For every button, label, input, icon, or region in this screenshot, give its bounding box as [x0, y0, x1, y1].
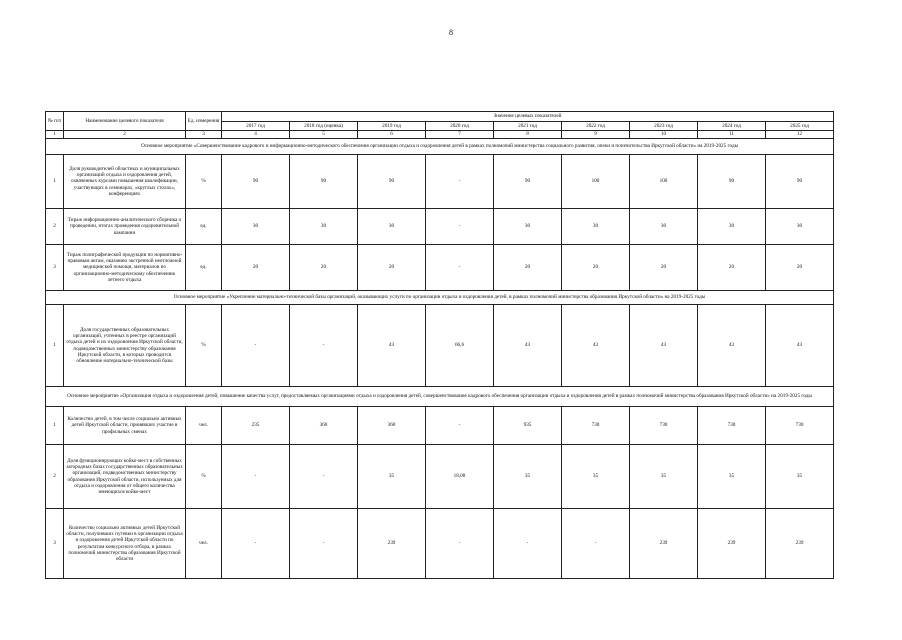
indicator-name: Доля руководителей областных и муниципальных организаций отдыха и оздоровления детей, охваченных курсами повышения квалификации, участвующих в семинарах, «круглых столах», конференциях	[64, 155, 186, 209]
value-cell: 30	[698, 209, 766, 245]
column-number: 7	[426, 131, 494, 139]
row-number: 2	[46, 445, 64, 509]
column-number: 2	[64, 131, 186, 139]
value-cell: 20	[222, 245, 290, 291]
value-cell: 30	[494, 209, 562, 245]
section-title: Основное мероприятие «Организация отдыха и оздоровления детей, повышение качества услуг, предоставляемых организациями отдыха и оздоровления детей, совершенствование кадрового обеспечения организации отдыха и оздоровления детей в рамках полномочий министерства образования Иркутской области» на 2019-2025 годы	[46, 387, 834, 407]
value-cell: 35	[358, 445, 426, 509]
section-row	[46, 387, 834, 407]
indicator-name: Тираж полиграфической продукции по нормативно-правовым актам, оказанию экстренной неотложной медицинской помощи, материалов по организационно-методическому обеспечению летнего отдыха	[64, 245, 186, 291]
value-cell: 43	[766, 305, 834, 387]
value-cell: 20	[698, 245, 766, 291]
value-cell: 43	[494, 305, 562, 387]
value-cell: 239	[358, 509, 426, 579]
unit-cell: ед.	[186, 245, 222, 291]
value-cell: 43	[698, 305, 766, 387]
row-number: 1	[46, 155, 64, 209]
table-row	[46, 445, 834, 509]
value-cell: -	[290, 509, 358, 579]
table-row	[46, 209, 834, 245]
value-cell: 20	[358, 245, 426, 291]
value-cell: 730	[562, 407, 630, 445]
column-number: 10	[630, 131, 698, 139]
header-year: 2021 год	[494, 122, 562, 131]
header-year: 2017 год	[222, 122, 290, 131]
column-number: 12	[766, 131, 834, 139]
value-cell: 100	[630, 155, 698, 209]
header-year: 2025 год	[766, 122, 834, 131]
indicator-name: Количество социально активных детей Иркутской области, получивших путевки в организации отдыха и оздоровления детей Иркутской области по результатам конкурсного отбора, в рамках полномочий министерства образования Иркутской области	[64, 509, 186, 579]
value-cell: 30	[290, 209, 358, 245]
value-cell: 35	[562, 445, 630, 509]
column-number: 1	[46, 131, 64, 139]
unit-cell: чел.	[186, 407, 222, 445]
header-year: 2019 год	[358, 122, 426, 131]
table-row	[46, 245, 834, 291]
row-number: 1	[46, 305, 64, 387]
value-cell: 18,08	[426, 445, 494, 509]
column-number: 11	[698, 131, 766, 139]
row-number: 1	[46, 407, 64, 445]
column-numbers-row	[46, 131, 834, 139]
value-cell: -	[290, 445, 358, 509]
header-year: 2024 год	[698, 122, 766, 131]
value-cell: 35	[698, 445, 766, 509]
header-values-title: Значение целевых показателей	[222, 112, 834, 122]
value-cell: -	[222, 509, 290, 579]
value-cell: 935	[494, 407, 562, 445]
value-cell: -	[290, 305, 358, 387]
value-cell: 30	[766, 209, 834, 245]
value-cell: 35	[630, 445, 698, 509]
header-row	[46, 112, 834, 122]
value-cell: 20	[562, 245, 630, 291]
value-cell: 239	[698, 509, 766, 579]
header-year: 2023 год	[630, 122, 698, 131]
unit-cell: ед.	[186, 209, 222, 245]
value-cell: -	[426, 209, 494, 245]
value-cell: -	[426, 407, 494, 445]
indicator-name: Доля государственных образовательных организаций, учтенных в реестре организаций отдыха детей и их оздоровления Иркутской области, подведомственных министерству образования Иркутской области, в которых проводится обновление материально-технической базы	[64, 305, 186, 387]
value-cell: 43	[630, 305, 698, 387]
value-cell: 30	[630, 209, 698, 245]
value-cell: 35	[766, 445, 834, 509]
header-year: 2020 год	[426, 122, 494, 131]
value-cell: -	[426, 245, 494, 291]
table-row	[46, 305, 834, 387]
value-cell: 239	[630, 509, 698, 579]
unit-cell: чел.	[186, 509, 222, 579]
value-cell: -	[426, 509, 494, 579]
value-cell: 20	[494, 245, 562, 291]
value-cell: 90	[222, 155, 290, 209]
section-row	[46, 139, 834, 155]
value-cell: 43	[358, 305, 426, 387]
target-indicators-table	[45, 111, 834, 579]
value-cell: 730	[698, 407, 766, 445]
value-cell: 66,6	[426, 305, 494, 387]
column-number: 6	[358, 131, 426, 139]
value-cell: 20	[766, 245, 834, 291]
value-cell: -	[562, 509, 630, 579]
indicator-name: Доля функционирующих койко-мест в собственных загородных базах государственных образовательных организаций, подведомственных министерству образования Иркутской области, используемых для отдыха и оздоровления от общего количества имеющихся койко-мест	[64, 445, 186, 509]
section-row	[46, 291, 834, 305]
section-title: Основное мероприятие «Укрепление материально-технической базы организаций, оказывающих услуги по организации отдыха и оздоровления детей, в рамках полномочий министерства образования Иркутской области» на 2019-2025 годы	[46, 291, 834, 305]
column-number: 8	[494, 131, 562, 139]
section-title: Основное мероприятие «Совершенствование кадрового и информационно-методического обеспечения организации отдыха и оздоровления детей в рамках полномочий министерства социального развития, опеки и попечительства Иркутской области» на 2019-2025 годы	[46, 139, 834, 155]
value-cell: 20	[630, 245, 698, 291]
page-number: 8	[449, 28, 453, 37]
value-cell: 43	[562, 305, 630, 387]
header-col-name: Наименование целевого показателя	[64, 112, 186, 131]
value-cell: 20	[290, 245, 358, 291]
value-cell: 730	[766, 407, 834, 445]
value-cell: 730	[630, 407, 698, 445]
value-cell: 100	[562, 155, 630, 209]
table-row	[46, 155, 834, 209]
value-cell: 239	[766, 509, 834, 579]
row-number: 3	[46, 245, 64, 291]
value-cell: 30	[358, 209, 426, 245]
value-cell: 35	[494, 445, 562, 509]
header-year: 2022 год	[562, 122, 630, 131]
value-cell: -	[222, 305, 290, 387]
indicator-name: Количество детей, в том числе социально активных детей Иркутской области, принявших участие в профильных сменах	[64, 407, 186, 445]
header-year: 2018 год (оценка)	[290, 122, 358, 131]
column-number: 4	[222, 131, 290, 139]
column-number: 5	[290, 131, 358, 139]
value-cell: 360	[290, 407, 358, 445]
column-number: 9	[562, 131, 630, 139]
value-cell: 30	[562, 209, 630, 245]
unit-cell: %	[186, 305, 222, 387]
value-cell: 90	[494, 155, 562, 209]
value-cell: 90	[698, 155, 766, 209]
row-number: 3	[46, 509, 64, 579]
header-col-no: № п/п	[46, 112, 64, 131]
indicator-name: Тираж информационно-аналитического сборника о проведении, итогах проведения оздоровительной кампании	[64, 209, 186, 245]
header-col-unit: Ед. измерения	[186, 112, 222, 131]
value-cell: -	[426, 155, 494, 209]
value-cell: 30	[222, 209, 290, 245]
row-number: 2	[46, 209, 64, 245]
value-cell: 90	[358, 155, 426, 209]
unit-cell: %	[186, 155, 222, 209]
value-cell: -	[222, 445, 290, 509]
value-cell: -	[494, 509, 562, 579]
value-cell: 90	[290, 155, 358, 209]
unit-cell: %	[186, 445, 222, 509]
value-cell: 90	[766, 155, 834, 209]
table-row	[46, 509, 834, 579]
table-row	[46, 407, 834, 445]
value-cell: 235	[222, 407, 290, 445]
column-number: 3	[186, 131, 222, 139]
value-cell: 360	[358, 407, 426, 445]
